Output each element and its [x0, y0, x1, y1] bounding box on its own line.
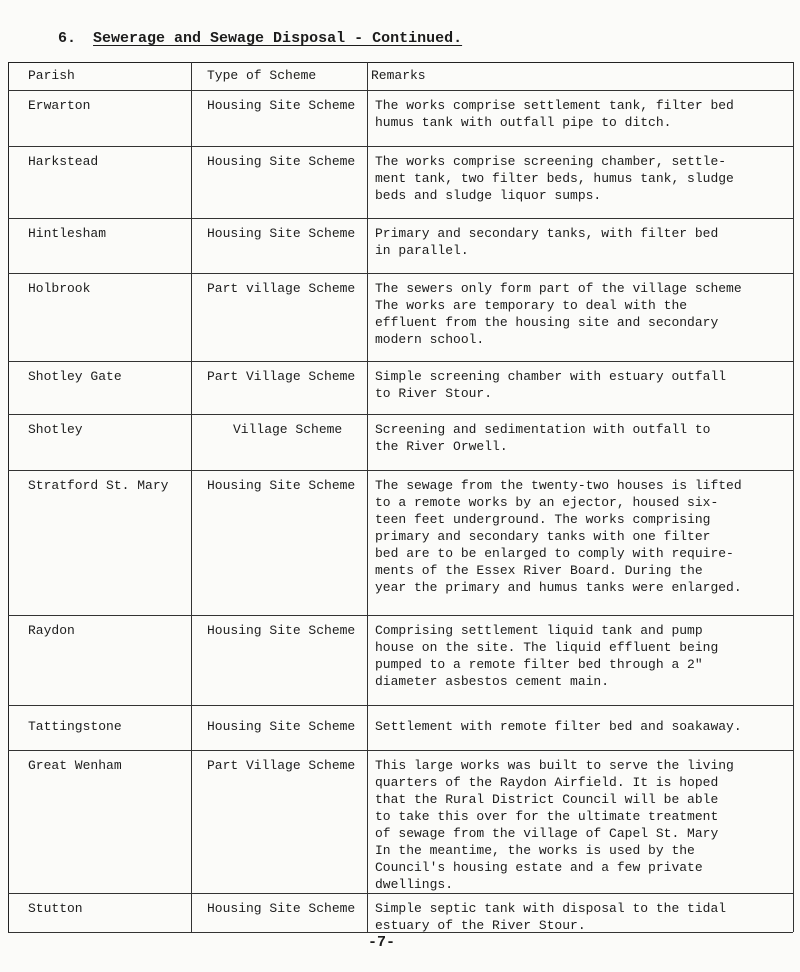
table-row	[8, 273, 793, 362]
parish-cell: Holbrook	[28, 281, 91, 296]
header-parish: Parish	[28, 68, 75, 83]
parish-cell: Great Wenham	[28, 758, 122, 773]
scheme-type-cell: Housing Site Scheme	[207, 154, 356, 169]
remarks-cell: Simple septic tank with disposal to the tidal estuary of the River Stour.	[375, 901, 727, 933]
table-row	[8, 705, 793, 751]
remarks-cell: The works comprise screening chamber, settle- ment tank, two filter beds, humus tank, sludge beds and sludge liquor sumps.	[375, 154, 734, 203]
scheme-type-cell: Village Scheme	[233, 422, 343, 437]
scheme-type-cell: Housing Site Scheme	[207, 98, 356, 113]
scheme-type-cell: Housing Site Scheme	[207, 226, 356, 241]
remarks-cell: Screening and sedimentation with outfall to the River Orwell.	[375, 422, 711, 454]
remarks-cell: The sewers only form part of the village scheme The works are temporary to deal with the effluent from the housing site and secondary modern school.	[375, 281, 742, 347]
parish-cell: Harkstead	[28, 154, 99, 169]
table-row	[8, 90, 793, 147]
parish-cell: Erwarton	[28, 98, 91, 113]
scheme-type-cell: Housing Site Scheme	[207, 901, 356, 916]
remarks-cell: Settlement with remote filter bed and soakaway.	[375, 719, 742, 734]
scheme-type-cell: Part Village Scheme	[207, 758, 356, 773]
scheme-type-cell: Part village Scheme	[207, 281, 356, 296]
remarks-cell: Primary and secondary tanks, with filter bed in parallel.	[375, 226, 719, 258]
page-number: -7-	[368, 934, 396, 951]
remarks-cell: Comprising settlement liquid tank and pump house on the site. The liquid effluent being pumped to a remote filter bed through a 2" diameter asbestos cement main.	[375, 623, 719, 689]
scheme-type-cell: Part Village Scheme	[207, 369, 356, 384]
parish-cell: Raydon	[28, 623, 75, 638]
parish-cell: Shotley	[28, 422, 83, 437]
remarks-cell: The works comprise settlement tank, filter bed humus tank with outfall pipe to ditch.	[375, 98, 734, 130]
remarks-cell: This large works was built to serve the living quarters of the Raydon Airfield. It is hoped that the Rural District Council will be able to take this over for the ultimate treatment of sewage from the village of Capel St. Mary In the meantime, the works is used by the Council's housing estate and a few private dwellings.	[375, 758, 734, 892]
table-row	[8, 750, 793, 894]
header-type-of-scheme: Type of Scheme	[207, 68, 317, 83]
table-row	[8, 218, 793, 274]
scheme-type-cell: Housing Site Scheme	[207, 478, 356, 493]
remarks-cell: The sewage from the twenty-two houses is lifted to a remote works by an ejector, housed six- teen feet underground. The works comprising primary and secondary tanks with one filter bed are to be enlarged to comply with require- ments of the Essex River Board. During the year the primary and humus tanks were enlarged.	[375, 478, 742, 595]
table-row	[8, 893, 793, 933]
table-row	[8, 615, 793, 706]
table-row	[8, 414, 793, 471]
parish-cell: Tattingstone	[28, 719, 122, 734]
scheme-type-cell: Housing Site Scheme	[207, 719, 356, 734]
remarks-cell: Simple screening chamber with estuary outfall to River Stour.	[375, 369, 727, 401]
table-right-border	[793, 62, 794, 932]
parish-cell: Stratford St. Mary	[28, 478, 169, 493]
parish-cell: Stutton	[28, 901, 83, 916]
section-number: 6.	[58, 30, 77, 47]
section-heading	[58, 30, 462, 47]
table-header-row	[8, 62, 793, 91]
section-title: Sewerage and Sewage Disposal - Continued.	[93, 30, 463, 47]
table-row	[8, 470, 793, 616]
column-divider	[191, 62, 192, 932]
scheme-type-cell: Housing Site Scheme	[207, 623, 356, 638]
table-row	[8, 361, 793, 415]
table-row	[8, 146, 793, 219]
parish-cell: Hintlesham	[28, 226, 107, 241]
parish-cell: Shotley Gate	[28, 369, 122, 384]
header-remarks: Remarks	[371, 68, 426, 83]
column-divider	[367, 62, 368, 932]
